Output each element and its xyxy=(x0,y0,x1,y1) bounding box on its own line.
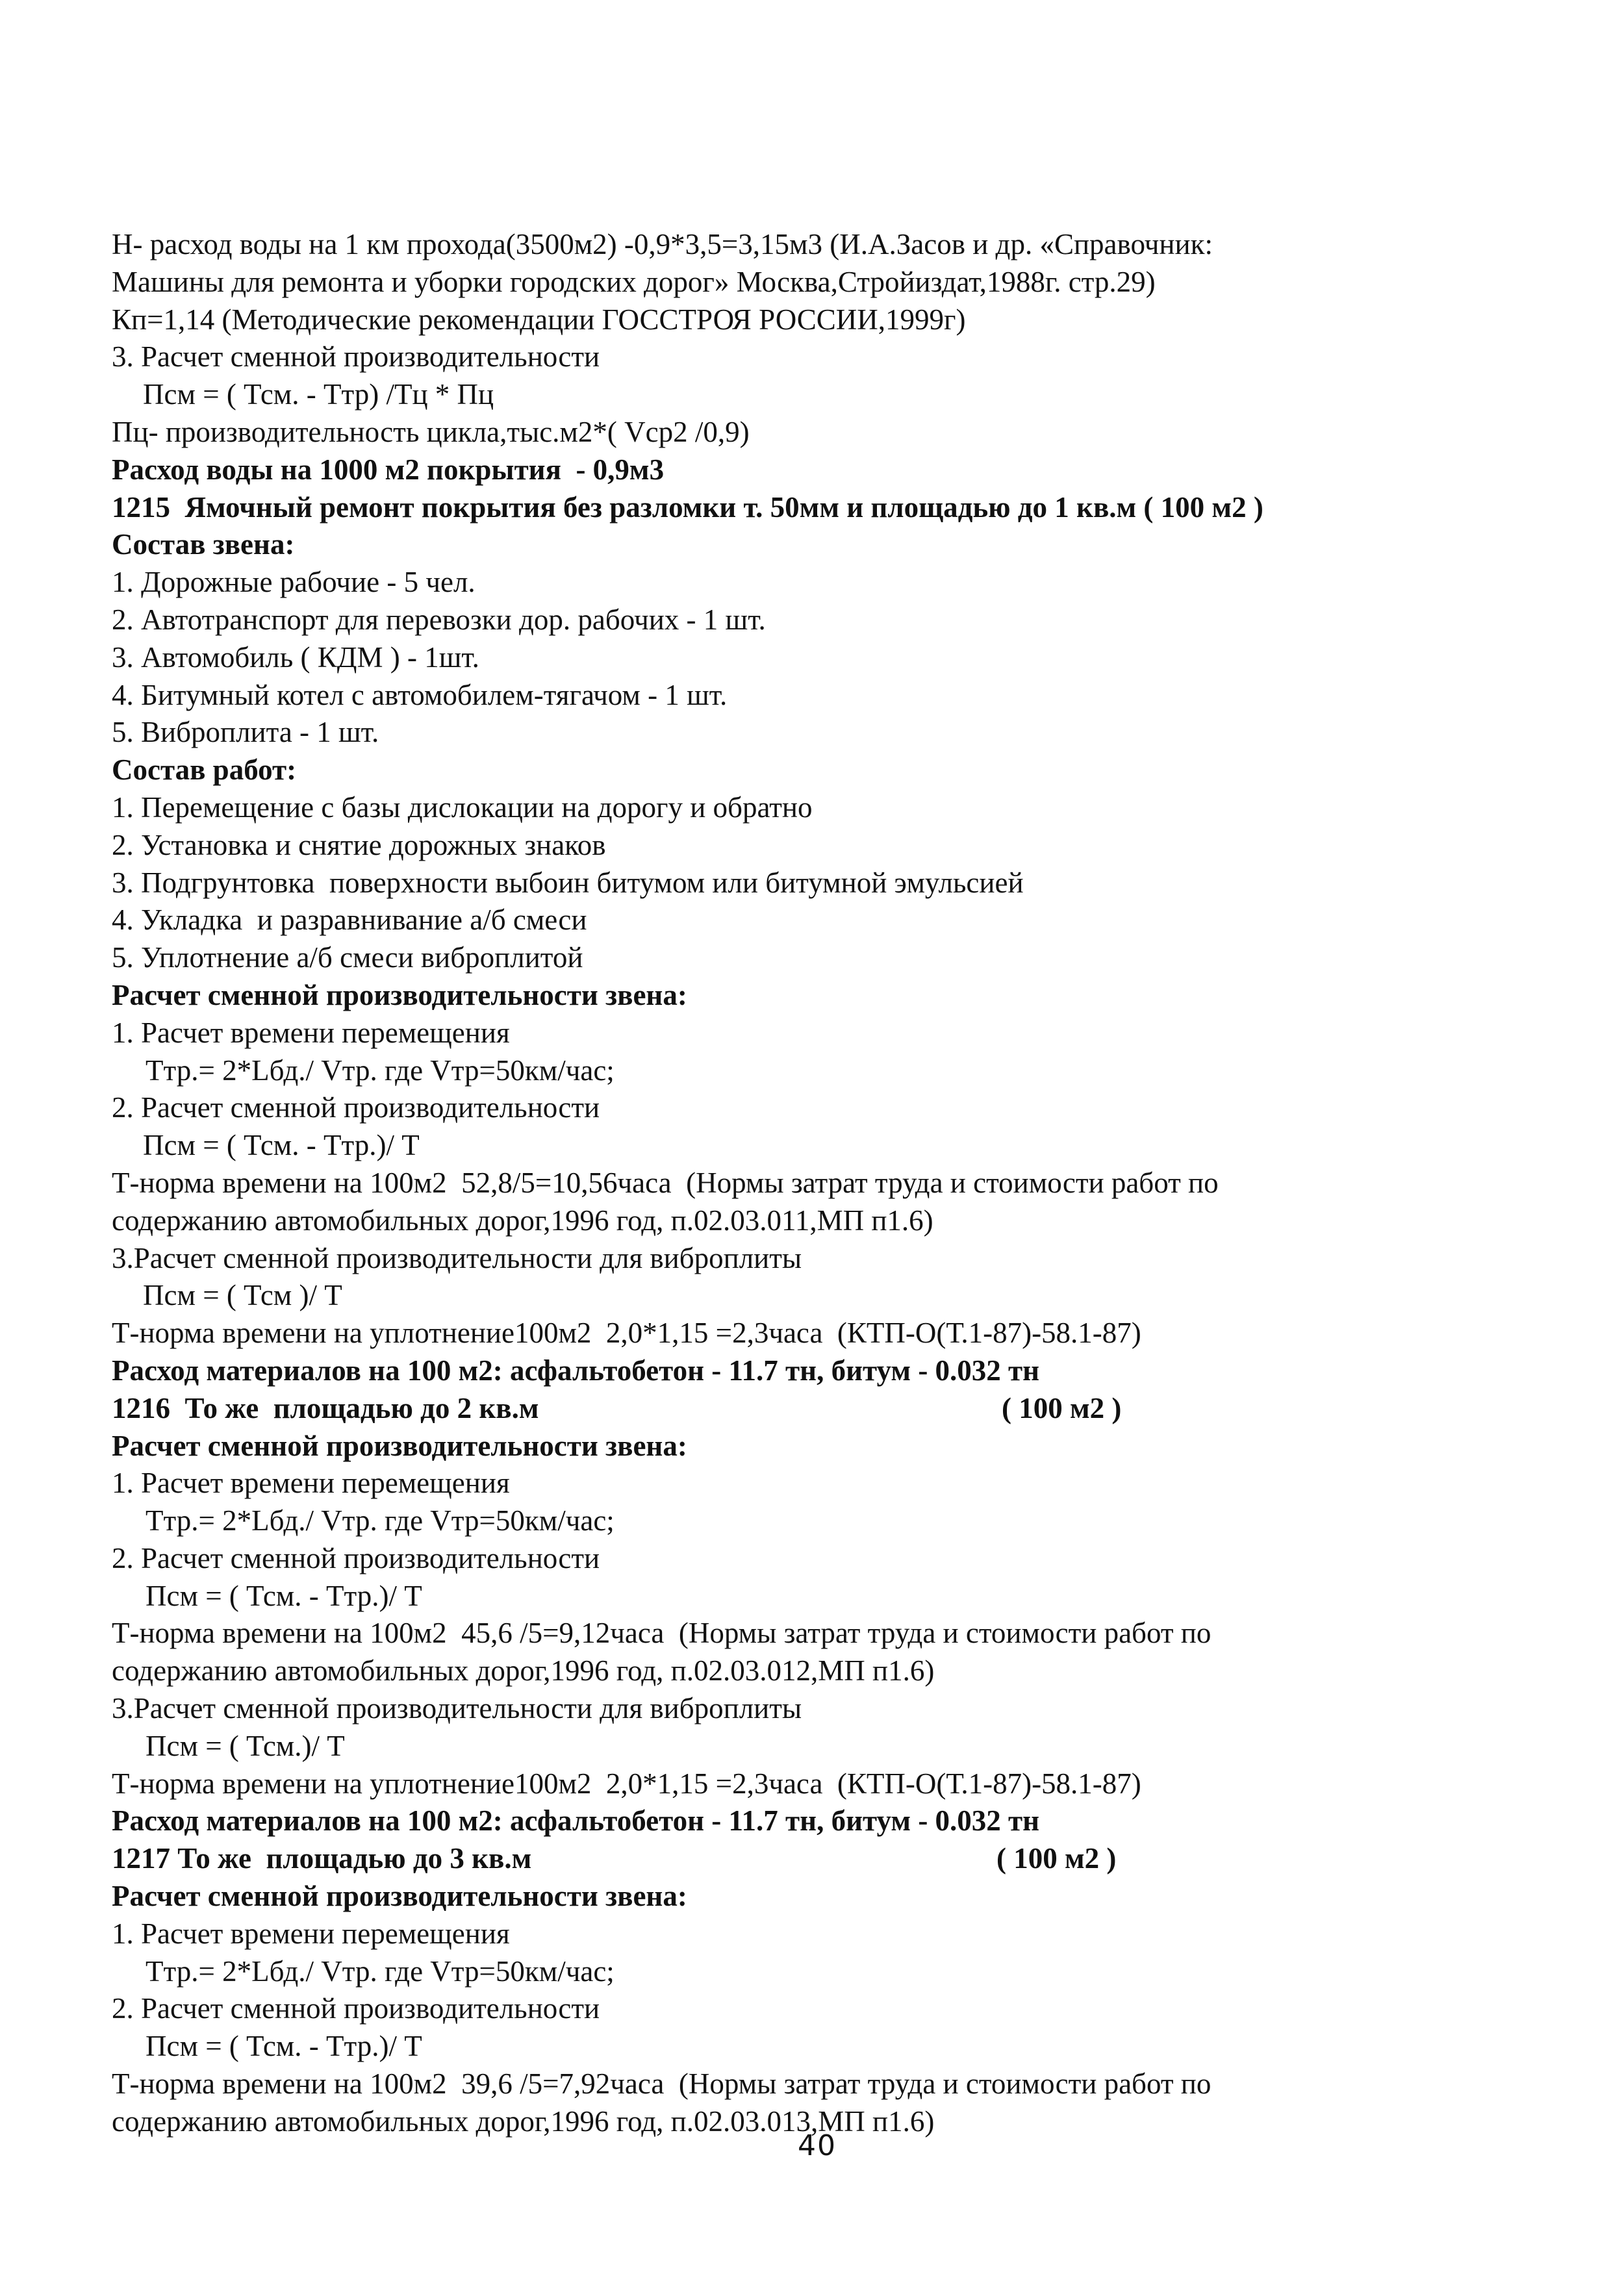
text-line: Т-норма времени на уплотнение100м2 2,0*1,15 =2,3часа (КТП-О(Т.1-87)-58.1-87) xyxy=(112,1767,1141,1800)
text-line: 3.Расчет сменной производительности для виброплиты xyxy=(112,1692,802,1725)
bold-heading: Расход материалов на 100 м2: асфальтобетон - 11.7 тн, битум - 0.032 тн xyxy=(112,1804,1040,1838)
page-number: 40 xyxy=(798,2129,837,2162)
list-item: 3. Автомобиль ( КДМ ) - 1шт. xyxy=(112,640,479,674)
section-title-1216 xyxy=(112,1390,1541,1428)
section-title-1215: 1215 Ямочный ремонт покрытия без разломки т. 50мм и площадью до 1 кв.м ( 100 м2 ) xyxy=(112,490,1263,524)
section-title-text: 1217 То же площадью до 3 кв.м xyxy=(112,1842,532,1875)
list-item: 1. Расчет времени перемещения xyxy=(112,1917,510,1950)
text-line: Машины для ремонта и уборки городских дорог» Москва,Стройиздат,1988г. стр.29) xyxy=(112,265,1156,298)
list-item: 4. Битумный котел с автомобилем-тягачом - 1 шт. xyxy=(112,678,728,711)
bold-heading: Состав звена: xyxy=(112,528,295,561)
section-title-1217 xyxy=(112,1840,1541,1878)
text-line: Т-норма времени на 100м2 39,6 /5=7,92часа (Нормы затрат труда и стоимости работ по xyxy=(112,2067,1212,2101)
text-line: содержанию автомобильных дорог,1996 год, п.02.03.012,МП п1.6) xyxy=(112,1654,935,1687)
text-line: содержанию автомобильных дорог,1996 год, п.02.03.013,МП п1.6) xyxy=(112,2104,935,2138)
bold-heading: Расчет сменной производительности звена: xyxy=(112,1429,687,1462)
list-item: 3. Подгрунтовка поверхности выбоин битумом или битумной эмульсией xyxy=(112,866,1024,899)
section-title-text: 1216 То же площадью до 2 кв.м xyxy=(112,1391,539,1424)
formula-line: Ттр.= 2*Lбд./ Vтр. где Vтр=50км/час; xyxy=(146,1054,615,1087)
list-item: 1. Расчет времени перемещения xyxy=(112,1016,510,1049)
formula-line: Псм = ( Тсм. - Ттр) /Тц * Пц xyxy=(143,378,494,411)
text-line: Пц- производительность цикла,тыс.м2*( Vср2 /0,9) xyxy=(112,415,750,448)
text-line: содержанию автомобильных дорог,1996 год, п.02.03.011,МП п1.6) xyxy=(112,1204,933,1237)
bold-heading: Расчет сменной производительности звена: xyxy=(112,978,687,1011)
list-item: 5. Виброплита - 1 шт. xyxy=(112,716,379,749)
bold-heading: Расход материалов на 100 м2: асфальтобетон - 11.7 тн, битум - 0.032 тн xyxy=(112,1354,1040,1387)
list-item: 1. Перемещение с базы дислокации на дорогу и обратно xyxy=(112,790,813,824)
text-line: 3.Расчет сменной производительности для виброплиты xyxy=(112,1241,802,1274)
formula-line: Псм = ( Тсм.)/ Т xyxy=(146,1729,345,1762)
list-item: 2. Расчет сменной производительности xyxy=(112,1992,600,2025)
list-item: 5. Уплотнение а/б смеси виброплитой xyxy=(112,941,583,974)
text-line: Кп=1,14 (Методические рекомендации ГОССТРОЯ РОССИИ,1999г) xyxy=(112,303,966,336)
bold-heading: Состав работ: xyxy=(112,753,297,787)
document-body xyxy=(112,226,1541,2141)
section-unit: ( 100 м2 ) xyxy=(996,1842,1117,1875)
section-unit: ( 100 м2 ) xyxy=(1002,1391,1122,1424)
list-item: 2. Установка и снятие дорожных знаков xyxy=(112,828,606,861)
text-line: Т-норма времени на 100м2 52,8/5=10,56часа (Нормы затрат труда и стоимости работ по xyxy=(112,1166,1219,1199)
list-item: 2. Автотранспорт для перевозки дор. рабочих - 1 шт. xyxy=(112,603,766,636)
text-line: Н- расход воды на 1 км прохода(3500м2) -0,9*3,5=3,15м3 (И.А.Засов и др. «Справочник: xyxy=(112,228,1213,260)
formula-line: Ттр.= 2*Lбд./ Vтр. где Vтр=50км/час; xyxy=(146,1954,615,1988)
bold-heading: Расход воды на 1000 м2 покрытия - 0,9м3 xyxy=(112,453,665,486)
list-item: 1. Расчет времени перемещения xyxy=(112,1467,510,1500)
formula-line: Псм = ( Тсм. - Ттр.)/ Т xyxy=(143,1129,420,1162)
formula-line: Псм = ( Тсм. - Ттр.)/ Т xyxy=(146,1579,422,1612)
list-item: 4. Укладка и разравнивание а/б смеси xyxy=(112,903,587,937)
formula-line: Ттр.= 2*Lбд./ Vтр. где Vтр=50км/час; xyxy=(146,1504,615,1537)
formula-line: Псм = ( Тсм )/ Т xyxy=(143,1279,342,1312)
list-item: 2. Расчет сменной производительности xyxy=(112,1541,600,1574)
bold-heading: Расчет сменной производительности звена: xyxy=(112,1880,687,1913)
text-line: Т-норма времени на уплотнение100м2 2,0*1,15 =2,3часа (КТП-О(Т.1-87)-58.1-87) xyxy=(112,1317,1141,1350)
text-line: Т-норма времени на 100м2 45,6 /5=9,12часа (Нормы затрат труда и стоимости работ по xyxy=(112,1617,1212,1650)
text-line: 3. Расчет сменной производительности xyxy=(112,340,600,373)
list-item: 2. Расчет сменной производительности xyxy=(112,1091,600,1124)
list-item: 1. Дорожные рабочие - 5 чел. xyxy=(112,566,476,599)
formula-line: Псм = ( Тсм. - Ттр.)/ Т xyxy=(146,2030,422,2063)
